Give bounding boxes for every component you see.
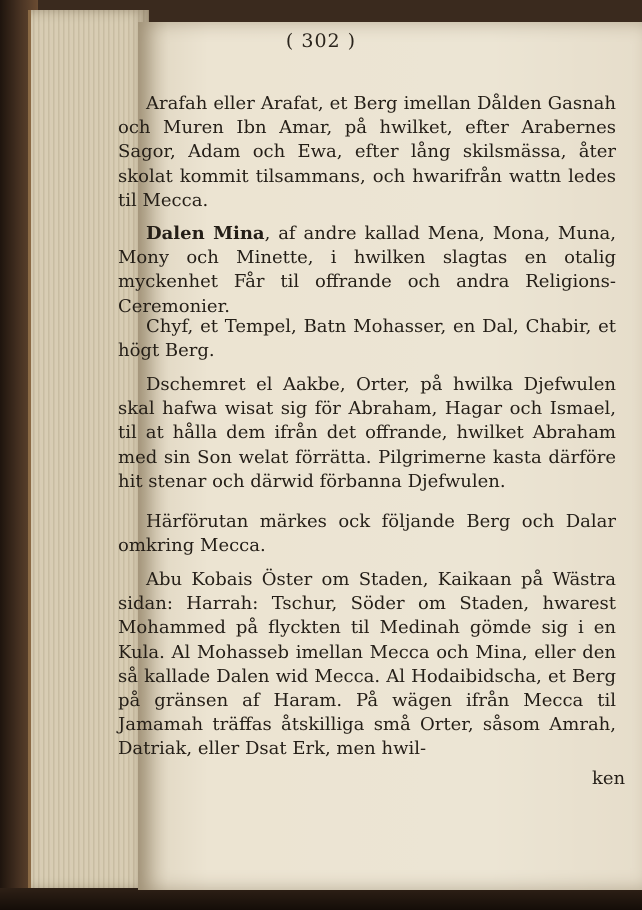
paragraph-arafah <box>118 92 616 213</box>
paragraph-text: Arafah eller Arafat, et Berg imellan Dålden Gasnah och Muren Ibn Amar, på hwilket, efter Arabernes Sagor, Adam och Ewa, efter lång skilsmässa, åter skolat kommit tilsammans, och hwarifrån wattn ledes til Mecca. <box>118 93 616 211</box>
paragraph-chyf <box>118 315 616 363</box>
paragraph-harforutan <box>118 510 616 558</box>
catchword: ken <box>592 768 626 789</box>
paragraph-lead: Dalen Mina <box>146 223 265 244</box>
paragraph-dalen-mina <box>118 222 616 319</box>
paragraph-text: Chyf, et Tempel, Batn Mohasser, en Dal, Chabir, et högt Berg. <box>118 316 616 362</box>
page-number: ( 302 ) <box>285 30 357 52</box>
paragraph-abu-kobais <box>118 568 616 762</box>
paragraph-text: Dschemret el Aakbe, Orter, på hwilka Djefwulen skal hafwa wisat sig för Abraham, Hagar och Ismael, til at hålla dem ifrån det offrande, hwilket Abraham med sin Son welat förrätta. Pilgrimerne kasta därföre hit stenar och därwid förbanna Djefwulen. <box>118 374 616 492</box>
paragraph-dschemret <box>118 373 616 494</box>
paragraph-text: Härförutan märkes ock följande Berg och Dalar omkring Mecca. <box>118 511 616 557</box>
book-cover-bottom <box>0 888 642 910</box>
paragraph-text: , af andre kallad Mena, Mona, Muna, Mony och Minette, i hwilken slagtas en otalig myckenhet Får til offrande och andra Religions-Ceremonier. <box>118 223 616 317</box>
paragraph-text: Abu Kobais Öster om Staden, Kaikaan på Wästra sidan: Harrah: Tschur, Söder om Staden, hwarest Mohammed på flyckten til Medinah gömde sig i en Kula. Al Mohasseb imellan Mecca och Mina, eller den så kallade Dalen wid Mecca. Al Hodaibidscha, et Berg på gränsen af Haram. På wägen ifrån Mecca til Jamamah träffas åtskilliga små Orter, såsom Amrah, Datriak, eller Dsat Erk, men hwil- <box>118 569 616 760</box>
paragraph-content <box>118 222 616 319</box>
